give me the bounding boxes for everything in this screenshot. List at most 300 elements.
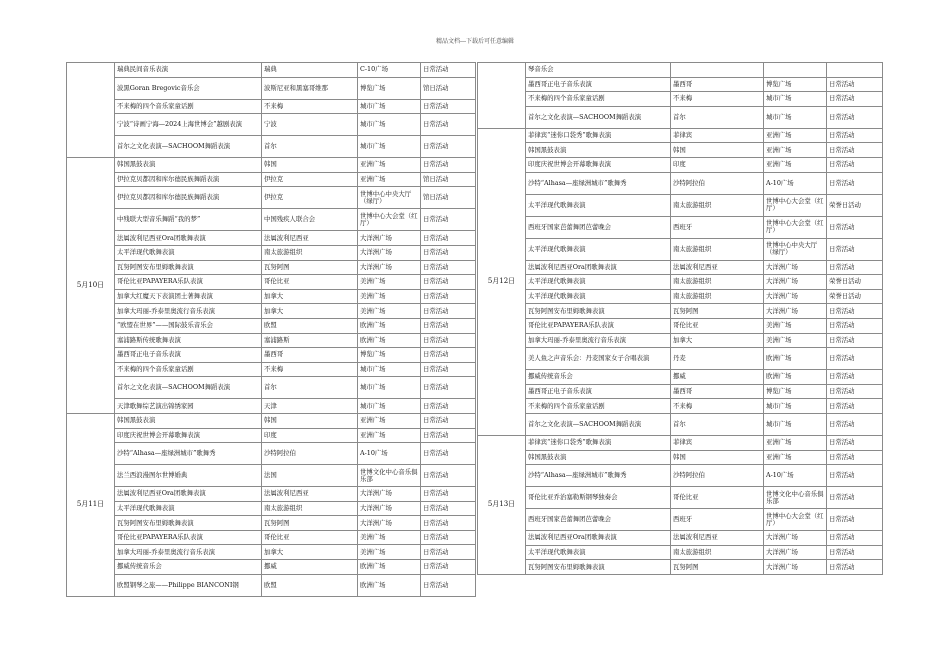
- activity-type-cell: 日常活动: [827, 560, 883, 575]
- performer-cell: 不来梅: [262, 362, 358, 377]
- performer-cell: 加拿大: [262, 304, 358, 319]
- venue-cell: A-10广场: [764, 465, 827, 487]
- table-row: [67, 516, 476, 531]
- table-row: [67, 377, 476, 399]
- venue-cell: 欧洲广场: [358, 333, 421, 348]
- activity-type-cell: 日常活动: [827, 435, 883, 450]
- venue-cell: 欧洲广场: [358, 560, 421, 575]
- venue-cell: 城市广场: [764, 413, 827, 435]
- schedule-table-left: [66, 62, 476, 597]
- performer-cell: 瓦努阿图: [262, 516, 358, 531]
- venue-cell: 亚洲广场: [764, 157, 827, 172]
- venue-cell: 世博中心中央大厅（绿厅）: [358, 187, 421, 209]
- performer-cell: 欧盟: [262, 574, 358, 596]
- table-row: [67, 275, 476, 290]
- venue-cell: 欧洲广场: [358, 574, 421, 596]
- activity-type-cell: 日常活动: [827, 370, 883, 385]
- event-name-cell: 首尔之文化表演—SACHOOM舞蹈表演: [526, 413, 671, 435]
- activity-type-cell: 日常活动: [421, 209, 476, 231]
- activity-type-cell: 日常活动: [827, 128, 883, 143]
- table-row: [478, 143, 883, 158]
- activity-type-cell: 日常活动: [827, 413, 883, 435]
- table-row: [67, 530, 476, 545]
- activity-type-cell: 日常活动: [421, 63, 476, 78]
- event-name-cell: 波黑Goran Bregovic音乐会: [115, 77, 262, 99]
- activity-type-cell: 日常活动: [827, 531, 883, 546]
- table-row: [67, 501, 476, 516]
- event-name-cell: 瓦努阿图安布里姆歌舞表演: [115, 260, 262, 275]
- performer-cell: 西班牙: [671, 216, 764, 238]
- performer-cell: 伊拉克: [262, 187, 358, 209]
- venue-cell: 世博中心大会堂（红厅）: [764, 216, 827, 238]
- event-name-cell: 加拿大玛丽-乔泰里奥流行音乐表演: [115, 545, 262, 560]
- venue-cell: 大洋洲广场: [358, 260, 421, 275]
- performer-cell: 挪威: [671, 370, 764, 385]
- table-row: [67, 574, 476, 596]
- date-cell: 5月10日: [67, 158, 115, 414]
- table-row: [67, 465, 476, 487]
- activity-type-cell: 荣誉日活动: [827, 194, 883, 216]
- performer-cell: 瓦努阿图: [671, 560, 764, 575]
- event-name-cell: 西班牙国家芭蕾舞团芭蕾晚会: [526, 509, 671, 531]
- event-name-cell: 太平洋现代歌舞表演: [526, 545, 671, 560]
- venue-cell: C-10广场: [358, 63, 421, 78]
- table-row: [67, 99, 476, 114]
- table-row: [67, 443, 476, 465]
- table-row: [67, 399, 476, 414]
- performer-cell: 沙特阿拉伯: [262, 443, 358, 465]
- venue-cell: 城市广场: [358, 377, 421, 399]
- performer-cell: 沙特阿拉伯: [671, 465, 764, 487]
- activity-type-cell: 日常活动: [421, 260, 476, 275]
- table-row: [67, 245, 476, 260]
- table-row: [67, 231, 476, 246]
- activity-type-cell: 日常活动: [421, 318, 476, 333]
- performer-cell: 沙特阿拉伯: [671, 172, 764, 194]
- performer-cell: 瓦努阿图: [671, 304, 764, 319]
- event-name-cell: 挪威传统音乐会: [115, 560, 262, 575]
- table-row: [67, 348, 476, 363]
- activity-type-cell: 日常活动: [827, 318, 883, 333]
- table-row: [67, 545, 476, 560]
- venue-cell: 亚洲广场: [358, 172, 421, 187]
- performer-cell: 哥伦比亚: [262, 530, 358, 545]
- event-name-cell: 欧盟钢琴之旅——Philippe BIANCONI钢: [115, 574, 262, 596]
- table-row: [478, 260, 883, 275]
- activity-type-cell: 日常活动: [421, 465, 476, 487]
- event-name-cell: 法属波利尼西亚Ora团歌舞表演: [526, 260, 671, 275]
- activity-type-cell: 日常活动: [827, 304, 883, 319]
- event-name-cell: 伊拉克贝都因和库尔德民族舞蹈表演: [115, 187, 262, 209]
- event-name-cell: 菲律宾“迷你口袋秀”歌舞表演: [526, 128, 671, 143]
- event-name-cell: 太平洋现代歌舞表演: [526, 289, 671, 304]
- venue-cell: 欧洲广场: [358, 318, 421, 333]
- table-row: [67, 114, 476, 136]
- table-row: [67, 304, 476, 319]
- performer-cell: 加拿大: [671, 333, 764, 348]
- performer-cell: 瑞典: [262, 63, 358, 78]
- event-name-cell: 太平洋现代歌舞表演: [526, 275, 671, 290]
- venue-cell: 博览广场: [358, 348, 421, 363]
- performer-cell: 印度: [262, 428, 358, 443]
- activity-type-cell: 日常活动: [827, 172, 883, 194]
- activity-type-cell: 日常活动: [827, 348, 883, 370]
- schedule-table-right: [477, 62, 883, 575]
- activity-type-cell: 日常活动: [421, 114, 476, 136]
- event-name-cell: 韩国黑鼓表演: [115, 158, 262, 173]
- performer-cell: 波斯尼亚和黑塞哥维那: [262, 77, 358, 99]
- performer-cell: 中国残疾人联合会: [262, 209, 358, 231]
- activity-type-cell: [827, 63, 883, 78]
- activity-type-cell: 荣誉日活动: [827, 289, 883, 304]
- performer-cell: 韩国: [671, 143, 764, 158]
- activity-type-cell: 日常活动: [421, 399, 476, 414]
- table-row: [478, 106, 883, 128]
- venue-cell: 美洲广场: [764, 318, 827, 333]
- performer-cell: 加拿大: [262, 545, 358, 560]
- table-row: [478, 560, 883, 575]
- activity-type-cell: 日常活动: [421, 443, 476, 465]
- event-name-cell: 哥伦比亚PAPAYERA乐队表演: [115, 530, 262, 545]
- table-row: [478, 318, 883, 333]
- venue-cell: 博览广场: [358, 77, 421, 99]
- venue-cell: 美洲广场: [358, 304, 421, 319]
- event-name-cell: 美人鱼之声音乐会：丹麦国家女子合唱表演: [526, 348, 671, 370]
- activity-type-cell: 日常活动: [827, 238, 883, 260]
- event-name-cell: 宁波“诗画宁海—2024上海世博会”越剧表演: [115, 114, 262, 136]
- event-name-cell: 印度庆祝世博会开幕歌舞表演: [115, 428, 262, 443]
- event-name-cell: 墨西哥正电子音乐表演: [115, 348, 262, 363]
- event-name-cell: 太平洋现代歌舞表演: [526, 238, 671, 260]
- venue-cell: A-10广场: [358, 443, 421, 465]
- venue-cell: 美洲广场: [358, 275, 421, 290]
- table-row: [67, 260, 476, 275]
- performer-cell: 哥伦比亚: [671, 318, 764, 333]
- event-name-cell: 法属波利尼西亚Ora团歌舞表演: [526, 531, 671, 546]
- table-row: [67, 136, 476, 158]
- venue-cell: 世博中心大会堂（红厅）: [358, 209, 421, 231]
- activity-type-cell: 日常活动: [421, 501, 476, 516]
- date-cell: 5月12日: [478, 128, 526, 435]
- venue-cell: A-10广场: [764, 172, 827, 194]
- activity-type-cell: 日常活动: [827, 545, 883, 560]
- activity-type-cell: 日常活动: [421, 245, 476, 260]
- event-name-cell: 不来梅的四个音乐家童话剧: [526, 92, 671, 107]
- venue-cell: 大洋洲广场: [764, 289, 827, 304]
- venue-cell: 大洋洲广场: [764, 531, 827, 546]
- event-name-cell: 法属波利尼西亚Ora团歌舞表演: [115, 231, 262, 246]
- venue-cell: 大洋洲广场: [764, 560, 827, 575]
- event-name-cell: 印度庆祝世博会开幕歌舞表演: [526, 157, 671, 172]
- table-row: [478, 172, 883, 194]
- venue-cell: 大洋洲广场: [358, 487, 421, 502]
- performer-cell: 南太旅游组织: [671, 238, 764, 260]
- performer-cell: 法国: [262, 465, 358, 487]
- event-name-cell: 沙特“Alhasa—座绿洲城市”歌舞秀: [526, 465, 671, 487]
- performer-cell: 首尔: [671, 413, 764, 435]
- event-name-cell: 首尔之文化表演—SACHOOM舞蹈表演: [115, 377, 262, 399]
- performer-cell: 首尔: [262, 136, 358, 158]
- table-row: [478, 194, 883, 216]
- table-row: [478, 487, 883, 509]
- venue-cell: 博览广场: [764, 77, 827, 92]
- performer-cell: 南太旅游组织: [262, 245, 358, 260]
- activity-type-cell: 日常活动: [421, 158, 476, 173]
- venue-cell: 亚洲广场: [358, 428, 421, 443]
- venue-cell: 欧洲广场: [764, 370, 827, 385]
- table-row: [67, 209, 476, 231]
- event-name-cell: 太平洋现代歌舞表演: [115, 245, 262, 260]
- table-row: [478, 216, 883, 238]
- event-name-cell: 加拿大玛丽-乔泰里奥流行音乐表演: [115, 304, 262, 319]
- event-name-cell: 瓦努阿图安布里姆歌舞表演: [526, 560, 671, 575]
- venue-cell: 博览广场: [764, 384, 827, 399]
- table-row: [478, 157, 883, 172]
- table-row: [67, 158, 476, 173]
- venue-cell: 亚洲广场: [764, 143, 827, 158]
- event-name-cell: 韩国黑鼓表演: [115, 413, 262, 428]
- performer-cell: 伊拉克: [262, 172, 358, 187]
- event-name-cell: 韩国黑鼓表演: [526, 450, 671, 465]
- performer-cell: 瓦努阿图: [262, 260, 358, 275]
- performer-cell: 印度: [671, 157, 764, 172]
- performer-cell: 韩国: [262, 413, 358, 428]
- activity-type-cell: 日常活动: [421, 289, 476, 304]
- activity-type-cell: 日常活动: [421, 530, 476, 545]
- venue-cell: 大洋洲广场: [764, 260, 827, 275]
- activity-type-cell: 日常活动: [421, 304, 476, 319]
- table-row: [67, 77, 476, 99]
- venue-cell: 美洲广场: [358, 289, 421, 304]
- performer-cell: 菲律宾: [671, 128, 764, 143]
- table-row: [67, 333, 476, 348]
- table-row: [478, 289, 883, 304]
- performer-cell: 不来梅: [671, 92, 764, 107]
- table-row: [67, 63, 476, 78]
- performer-cell: 哥伦比亚: [262, 275, 358, 290]
- activity-type-cell: 日常活动: [827, 465, 883, 487]
- page-header: 精品文档---下载后可任意编辑: [435, 38, 515, 45]
- performer-cell: 法属波利尼西亚: [671, 531, 764, 546]
- venue-cell: 大洋洲广场: [358, 501, 421, 516]
- activity-type-cell: 日常活动: [421, 428, 476, 443]
- performer-cell: 哥伦比亚: [671, 487, 764, 509]
- table-row: [67, 428, 476, 443]
- venue-cell: 世博中心大会堂（红厅）: [764, 509, 827, 531]
- venue-cell: 欧洲广场: [764, 348, 827, 370]
- table-row: [478, 275, 883, 290]
- date-cell: [67, 63, 115, 158]
- performer-cell: 法属波利尼西亚: [262, 231, 358, 246]
- event-name-cell: 太平洋现代歌舞表演: [526, 194, 671, 216]
- venue-cell: 城市广场: [358, 399, 421, 414]
- venue-cell: 亚洲广场: [358, 413, 421, 428]
- table-row: [478, 399, 883, 414]
- performer-cell: [671, 63, 764, 78]
- performer-cell: 墨西哥: [671, 77, 764, 92]
- performer-cell: 法属波利尼西亚: [262, 487, 358, 502]
- activity-type-cell: 馆日活动: [421, 187, 476, 209]
- performer-cell: 墨西哥: [671, 384, 764, 399]
- event-name-cell: 韩国黑鼓表演: [526, 143, 671, 158]
- activity-type-cell: 日常活动: [827, 487, 883, 509]
- venue-cell: [764, 63, 827, 78]
- performer-cell: 挪威: [262, 560, 358, 575]
- table-row: [478, 333, 883, 348]
- table-row: [67, 289, 476, 304]
- venue-cell: 世博文化中心音乐俱乐部: [358, 465, 421, 487]
- event-name-cell: 不来梅的四个音乐家童话剧: [115, 362, 262, 377]
- event-name-cell: 瓦努阿图安布里姆歌舞表演: [526, 304, 671, 319]
- activity-type-cell: 荣誉日活动: [827, 275, 883, 290]
- venue-cell: 亚洲广场: [764, 128, 827, 143]
- performer-cell: 丹麦: [671, 348, 764, 370]
- venue-cell: 亚洲广场: [764, 435, 827, 450]
- venue-cell: 大洋洲广场: [358, 231, 421, 246]
- performer-cell: 法属波利尼西亚: [671, 260, 764, 275]
- activity-type-cell: 日常活动: [421, 231, 476, 246]
- venue-cell: 城市广场: [764, 399, 827, 414]
- table-row: [478, 465, 883, 487]
- event-name-cell: 法兰西浪漫图尔世博婚典: [115, 465, 262, 487]
- activity-type-cell: 日常活动: [827, 333, 883, 348]
- event-name-cell: 琴音乐会: [526, 63, 671, 78]
- venue-cell: 大洋洲广场: [764, 304, 827, 319]
- venue-cell: 美洲广场: [358, 530, 421, 545]
- table-row: [478, 128, 883, 143]
- table-row: [67, 187, 476, 209]
- table-row: [478, 348, 883, 370]
- table-row: [478, 63, 883, 78]
- venue-cell: 世博中心大会堂（红厅）: [764, 194, 827, 216]
- table-row: [478, 77, 883, 92]
- performer-cell: 首尔: [262, 377, 358, 399]
- table-row: [67, 560, 476, 575]
- venue-cell: 大洋洲广场: [764, 275, 827, 290]
- venue-cell: 世博文化中心音乐俱乐部: [764, 487, 827, 509]
- event-name-cell: 墨西哥正电子音乐表演: [526, 77, 671, 92]
- table-row: [67, 487, 476, 502]
- venue-cell: 城市广场: [764, 92, 827, 107]
- activity-type-cell: 日常活动: [827, 106, 883, 128]
- activity-type-cell: 日常活动: [421, 516, 476, 531]
- event-name-cell: 加拿大红魔天下表演团土著舞表演: [115, 289, 262, 304]
- table-row: [478, 413, 883, 435]
- table-row: [67, 362, 476, 377]
- activity-type-cell: 馆日活动: [421, 172, 476, 187]
- performer-cell: 南太旅游组织: [671, 194, 764, 216]
- activity-type-cell: 日常活动: [827, 260, 883, 275]
- event-name-cell: 首尔之文化表演—SACHOOM舞蹈表演: [115, 136, 262, 158]
- performer-cell: 南太旅游组织: [671, 275, 764, 290]
- venue-cell: 美洲广场: [358, 545, 421, 560]
- activity-type-cell: 日常活动: [421, 487, 476, 502]
- activity-type-cell: 日常活动: [827, 216, 883, 238]
- event-name-cell: 哥伦比亚乔治塞勒斯钢琴独奏会: [526, 487, 671, 509]
- activity-type-cell: 馆日活动: [421, 77, 476, 99]
- venue-cell: 世博中心中央大厅（绿厅）: [764, 238, 827, 260]
- performer-cell: 欧盟: [262, 318, 358, 333]
- event-name-cell: 墨西哥正电子音乐表演: [526, 384, 671, 399]
- event-name-cell: 哥伦比亚PAPAYERA乐队表演: [526, 318, 671, 333]
- event-name-cell: 塞浦路斯传统歌舞表演: [115, 333, 262, 348]
- performer-cell: 菲律宾: [671, 435, 764, 450]
- activity-type-cell: 日常活动: [421, 275, 476, 290]
- table-row: [478, 531, 883, 546]
- venue-cell: 城市广场: [358, 114, 421, 136]
- table-row: [478, 384, 883, 399]
- table-row: [478, 545, 883, 560]
- venue-cell: 城市广场: [358, 362, 421, 377]
- performer-cell: 韩国: [671, 450, 764, 465]
- activity-type-cell: 日常活动: [827, 157, 883, 172]
- performer-cell: 南太旅游组织: [671, 289, 764, 304]
- performer-cell: 塞浦路斯: [262, 333, 358, 348]
- activity-type-cell: 日常活动: [421, 99, 476, 114]
- event-name-cell: “欧盟在世界”——国际鼓乐音乐会: [115, 318, 262, 333]
- event-name-cell: 瑞典民间音乐表演: [115, 63, 262, 78]
- table-row: [67, 172, 476, 187]
- activity-type-cell: 日常活动: [827, 77, 883, 92]
- table-row: [67, 413, 476, 428]
- table-row: [478, 238, 883, 260]
- table-row: [478, 435, 883, 450]
- table-row: [478, 450, 883, 465]
- activity-type-cell: 日常活动: [421, 574, 476, 596]
- event-name-cell: 挪威传统音乐会: [526, 370, 671, 385]
- event-name-cell: 瓦努阿图安布里姆歌舞表演: [115, 516, 262, 531]
- event-name-cell: 不来梅的四个音乐家童话剧: [526, 399, 671, 414]
- table-row: [67, 318, 476, 333]
- activity-type-cell: 日常活动: [827, 450, 883, 465]
- event-name-cell: 不来梅的四个音乐家童话剧: [115, 99, 262, 114]
- activity-type-cell: 日常活动: [827, 384, 883, 399]
- activity-type-cell: 日常活动: [421, 333, 476, 348]
- date-cell: 5月11日: [67, 413, 115, 596]
- event-name-cell: 菲律宾“迷你口袋秀”歌舞表演: [526, 435, 671, 450]
- performer-cell: 墨西哥: [262, 348, 358, 363]
- performer-cell: 加拿大: [262, 289, 358, 304]
- date-cell: [478, 63, 526, 129]
- performer-cell: 南太旅游组织: [671, 545, 764, 560]
- event-name-cell: 加拿大玛丽-乔泰里奥流行音乐表演: [526, 333, 671, 348]
- activity-type-cell: 日常活动: [827, 92, 883, 107]
- activity-type-cell: 日常活动: [421, 413, 476, 428]
- event-name-cell: 哥伦比亚PAPAYERA乐队表演: [115, 275, 262, 290]
- performer-cell: 不来梅: [671, 399, 764, 414]
- activity-type-cell: 日常活动: [421, 545, 476, 560]
- event-name-cell: 首尔之文化表演—SACHOOM舞蹈表演: [526, 106, 671, 128]
- performer-cell: 韩国: [262, 158, 358, 173]
- activity-type-cell: 日常活动: [421, 348, 476, 363]
- event-name-cell: 西班牙国家芭蕾舞团芭蕾晚会: [526, 216, 671, 238]
- activity-type-cell: 日常活动: [827, 509, 883, 531]
- event-name-cell: 沙特“Alhasa—座绿洲城市”歌舞秀: [115, 443, 262, 465]
- venue-cell: 亚洲广场: [764, 450, 827, 465]
- activity-type-cell: 日常活动: [421, 362, 476, 377]
- venue-cell: 大洋洲广场: [764, 545, 827, 560]
- venue-cell: 亚洲广场: [358, 158, 421, 173]
- table-row: [478, 92, 883, 107]
- performer-cell: 不来梅: [262, 99, 358, 114]
- event-name-cell: 天津歌舞综艺演出锦绣家园: [115, 399, 262, 414]
- venue-cell: 大洋洲广场: [358, 516, 421, 531]
- performer-cell: 西班牙: [671, 509, 764, 531]
- event-name-cell: 沙特“Alhasa—座绿洲城市”歌舞秀: [526, 172, 671, 194]
- event-name-cell: 伊拉克贝都因和库尔德民族舞蹈表演: [115, 172, 262, 187]
- event-name-cell: 法属波利尼西亚Ora团歌舞表演: [115, 487, 262, 502]
- table-row: [478, 509, 883, 531]
